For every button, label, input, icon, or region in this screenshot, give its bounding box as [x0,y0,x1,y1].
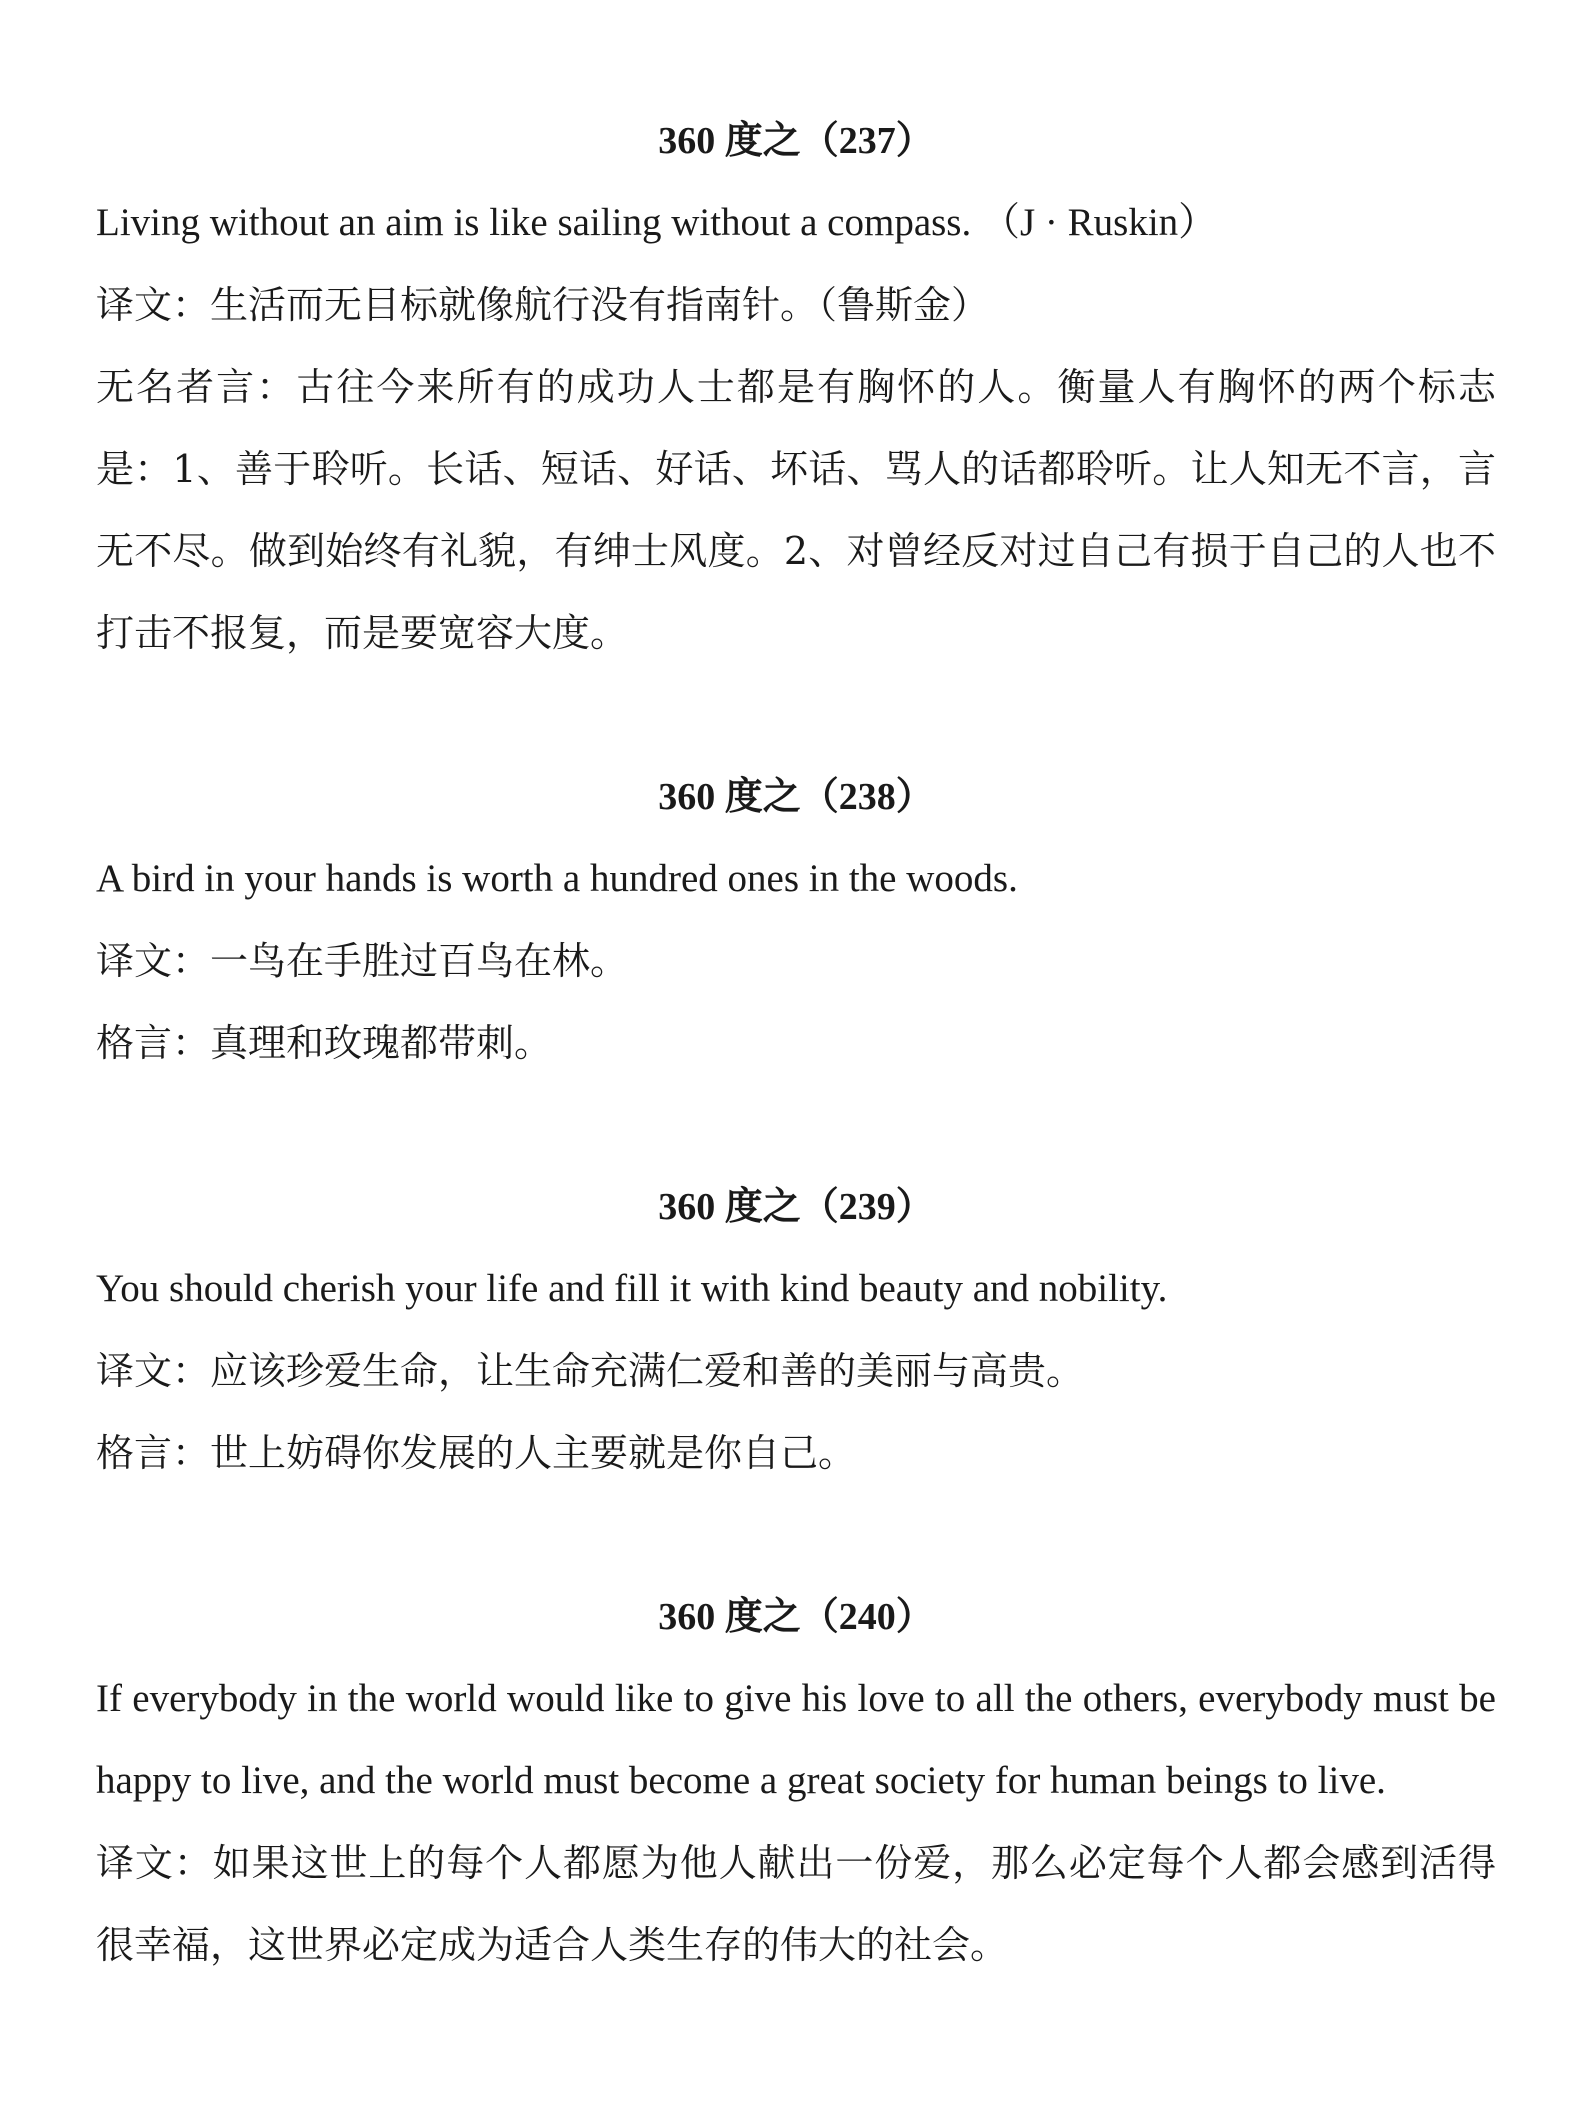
entry-title: 360 度之（238） [658,776,934,818]
chinese-translation: 译文：应该珍爱生命，让生命充满仁爱和善的美丽与高贵。 [96,1349,1085,1393]
entry-239 [96,1166,1496,1494]
document-page [96,100,1496,1986]
chinese-translation: 译文：生活而无目标就像航行没有指南针。（鲁斯金） [96,283,990,327]
entry-title: 360 度之（240） [658,1596,934,1638]
entry-title: 360 度之（239） [658,1186,934,1228]
english-quote: If everybody in the world would like to give his love to all the others, everybody must be happy to live, and the world must become a great society for human beings to live. [96,1677,1496,1802]
entry-title: 360 度之（237） [658,120,934,162]
entry-240 [96,1576,1496,1986]
maxim: 格言：世上妨碍你发展的人主要就是你自己。 [96,1431,857,1475]
english-quote: Living without an aim is like sailing without a compass. （J · Ruskin） [96,201,1218,244]
english-quote: A bird in your hands is worth a hundred ones in the woods. [96,857,1018,900]
entry-238 [96,756,1496,1084]
english-quote: You should cherish your life and fill it with kind beauty and nobility. [96,1267,1168,1310]
commentary: 无名者言：古往今来所有的成功人士都是有胸怀的人。衡量人有胸怀的两个标志是：1、善于聆听。长话、短话、好话、坏话、骂人的话都聆听。让人知无不言，言无不尽。做到始终有礼貌，有绅士风度。2、对曾经反对过自己有损于自己的人也不打击不报复，而是要宽容大度。 [96,365,1496,655]
entry-237 [96,100,1496,674]
chinese-translation: 译文：如果这世上的每个人都愿为他人献出一份爱，那么必定每个人都会感到活得很幸福，这世界必定成为适合人类生存的伟大的社会。 [96,1841,1496,1967]
maxim: 格言：真理和玫瑰都带刺。 [96,1021,553,1065]
chinese-translation: 译文：一鸟在手胜过百鸟在林。 [96,939,629,983]
